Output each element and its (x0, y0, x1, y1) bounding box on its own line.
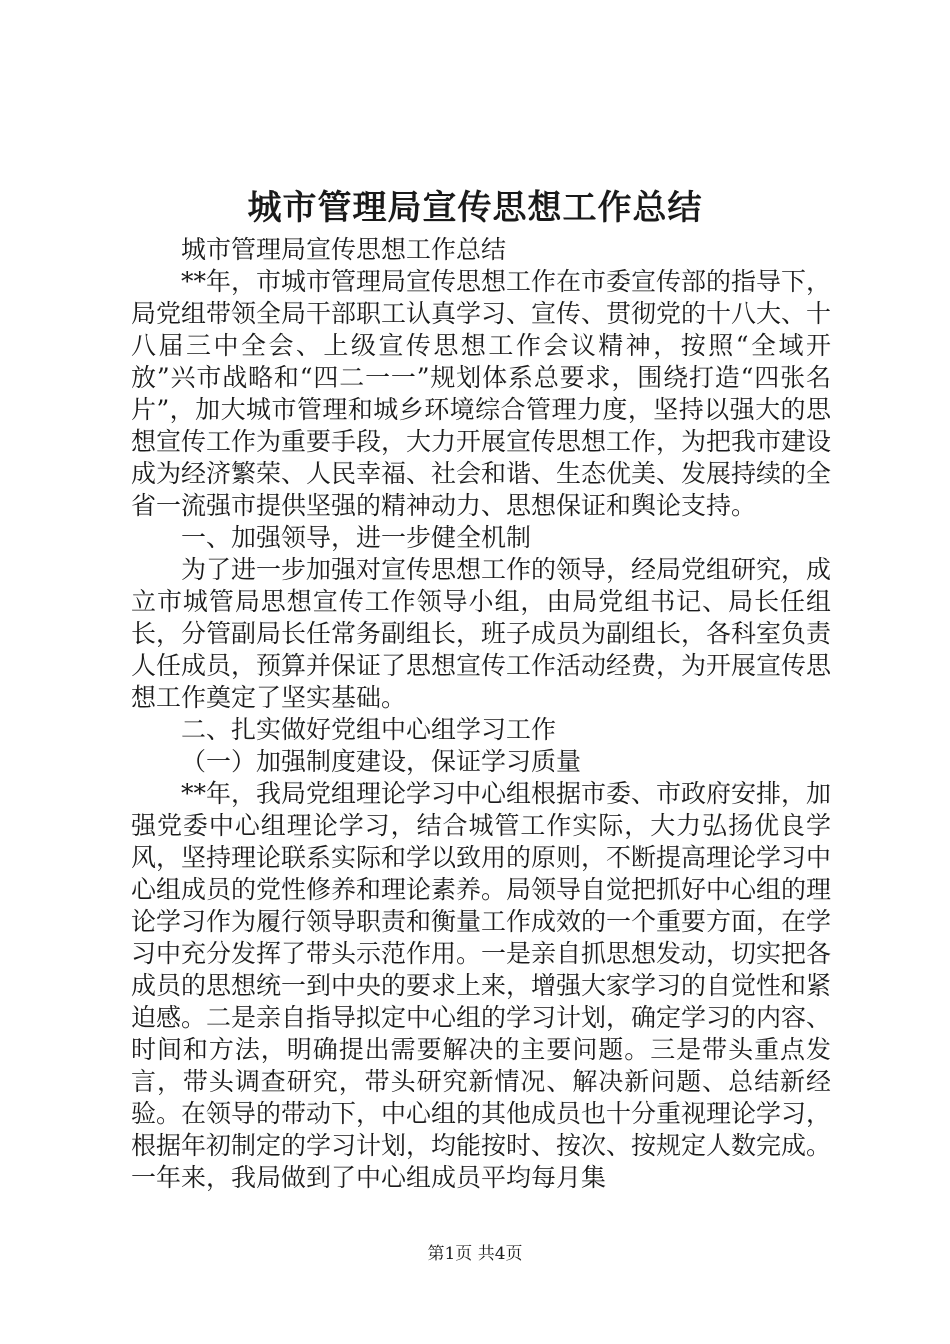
subsection-heading-2-1: （一）加强制度建设，保证学习质量 (181, 747, 582, 776)
document-title: 城市管理局宣传思想工作总结 (247, 188, 703, 228)
paragraph-section-1: 为了进一步加强对宣传思想工作的领导，经局党组研究，成立市城管局思想宣传工作领导小组，由局党组书记、局长任组长，分管副局长任常务副组长，班子成员为副组长，各科室负责人任成员，预算并保证了思想宣传工作活动经费，为开展宣传思想工作奠定了坚实基础。 (131, 555, 832, 712)
paragraph-intro: **年，市城市管理局宣传思想工作在市委宣传部的指导下，局党组带领全局干部职工认真学习、宣传、贯彻党的十八大、十八届三中全会、上级宣传思想工作会议精神，按照“全域开放”兴市战略和“四二一一”规划体系总要求，围绕打造“四张名片”，加大城市管理和城乡环境综合管理力度，坚持以强大的思想宣传工作为重要手段，大力开展宣传思想工作，为把我市建设成为经济繁荣、人民幸福、社会和谐、生态优美、发展持续的全省一流强市提供坚强的精神动力、思想保证和舆论支持。 (131, 267, 832, 520)
paragraph-subtitle: 城市管理局宣传思想工作总结 (181, 235, 507, 264)
page-number-footer: 第1页 共4页 (427, 1244, 523, 1264)
section-heading-2: 二、扎实做好党组中心组学习工作 (181, 715, 557, 744)
paragraph-section-2-1: **年，我局党组理论学习中心组根据市委、市政府安排，加强党委中心组理论学习，结合城管工作实际，大力弘扬优良学风，坚持理论联系实际和学以致用的原则，不断提高理论学习中心组成员的党性修养和理论素养。局领导自觉把抓好中心组的理论学习作为履行领导职责和衡量工作成效的一个重要方面，在学习中充分发挥了带头示范作用。一是亲自抓思想发动，切实把各成员的思想统一到中央的要求上来，增强大家学习的自觉性和紧迫感。二是亲自指导拟定中心组的学习计划，确定学习的内容、时间和方法，明确提出需要解决的主要问题。三是带头重点发言，带头调查研究，带头研究新情况、解决新问题、总结新经验。在领导的带动下，中心组的其他成员也十分重视理论学习，根据年初制定的学习计划，均能按时、按次、按规定人数完成。一年来，我局做到了中心组成员平均每月集 (131, 779, 832, 1192)
document-body (131, 234, 831, 1194)
section-heading-1: 一、加强领导，进一步健全机制 (181, 523, 532, 552)
